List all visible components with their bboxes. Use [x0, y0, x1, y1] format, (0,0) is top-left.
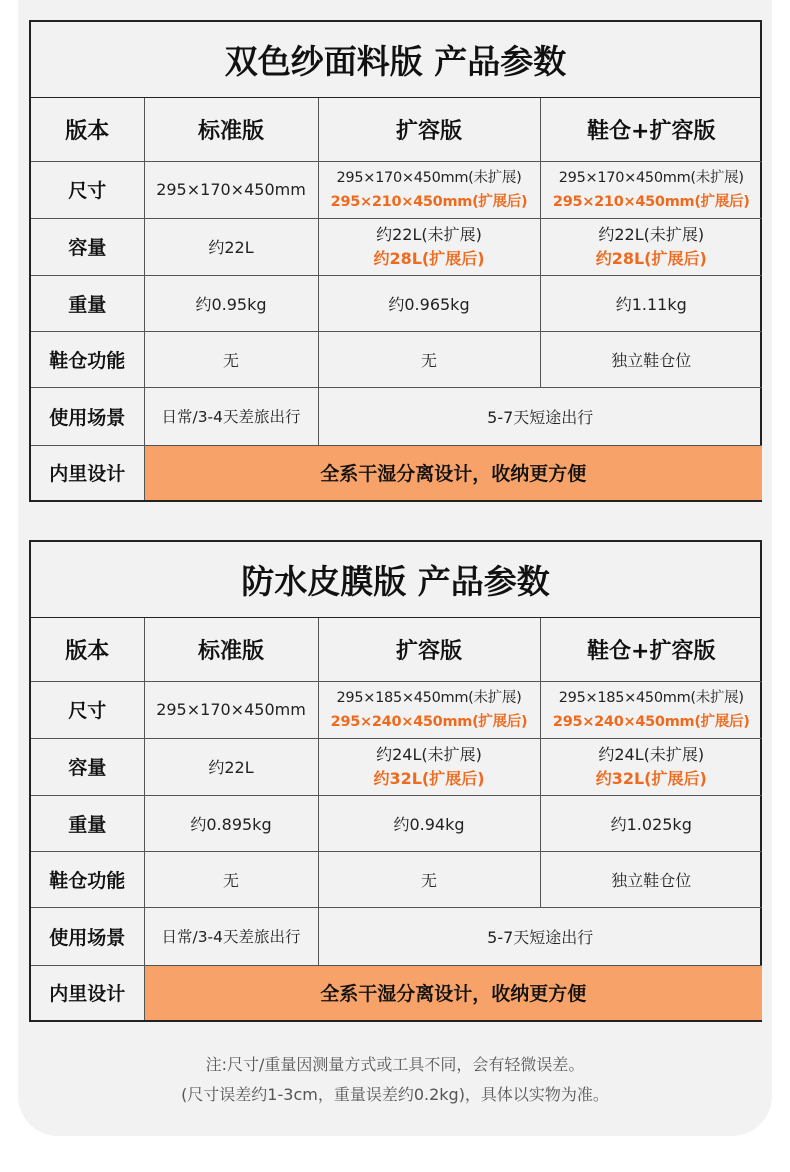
note-line-1: 注:尺寸/重量因测量方式或工具不同，会有轻微误差。	[205, 1055, 585, 1074]
inner-value: 全系干湿分离设计，收纳更方便	[144, 965, 762, 1020]
shoe-function-shoe: 独立鞋仓位	[540, 331, 762, 387]
weight-standard: 约0.895kg	[144, 795, 318, 851]
shoe-function-label: 鞋仓功能	[31, 851, 144, 907]
capacity-expand-before: 约24L(未扩展)	[376, 744, 482, 764]
size-expand	[318, 161, 540, 218]
size-shoe-after: 295×240×450mm(扩展后)	[552, 713, 750, 730]
scene-label: 使用场景	[31, 387, 144, 445]
shoe-function-expand: 无	[318, 331, 540, 387]
note-line-2: (尺寸误差约1-3cm，重量误差约0.2kg)，具体以实物为准。	[181, 1085, 609, 1104]
shoe-function-expand: 无	[318, 851, 540, 907]
capacity-label: 容量	[31, 738, 144, 795]
capacity-shoe-after: 约28L(扩展后)	[595, 248, 707, 268]
weight-label: 重量	[31, 275, 144, 331]
weight-shoe: 约1.11kg	[540, 275, 762, 331]
size-standard: 295×170×450mm	[144, 681, 318, 738]
size-shoe-after: 295×210×450mm(扩展后)	[552, 193, 750, 210]
weight-row	[31, 795, 762, 851]
size-expand	[318, 681, 540, 738]
capacity-shoe	[540, 218, 762, 275]
scene-row	[31, 907, 762, 965]
shoe-function-row	[31, 851, 762, 907]
scene-standard: 日常/3-4天差旅出行	[144, 907, 318, 965]
capacity-row	[31, 738, 762, 795]
inner-label: 内里设计	[31, 965, 144, 1020]
capacity-expand-before: 约22L(未扩展)	[376, 224, 482, 244]
spec-grid	[31, 98, 762, 500]
scene-row	[31, 387, 762, 445]
scene-standard: 日常/3-4天差旅出行	[144, 387, 318, 445]
size-label: 尺寸	[31, 681, 144, 738]
spec-table-waterproof	[29, 540, 762, 1022]
header-standard: 标准版	[144, 618, 318, 681]
header-row	[31, 98, 762, 161]
weight-standard: 约0.95kg	[144, 275, 318, 331]
capacity-label: 容量	[31, 218, 144, 275]
inner-label: 内里设计	[31, 445, 144, 500]
size-expand-after: 295×210×450mm(扩展后)	[330, 193, 528, 210]
header-expand: 扩容版	[318, 618, 540, 681]
size-shoe-before: 295×170×450mm(未扩展)	[558, 169, 744, 186]
scene-label: 使用场景	[31, 907, 144, 965]
capacity-expand-after: 约32L(扩展后)	[373, 768, 485, 788]
weight-expand: 约0.94kg	[318, 795, 540, 851]
capacity-shoe-before: 约22L(未扩展)	[598, 224, 705, 244]
capacity-shoe-after: 约32L(扩展后)	[595, 768, 707, 788]
header-standard: 标准版	[144, 98, 318, 161]
header-expand: 扩容版	[318, 98, 540, 161]
weight-label: 重量	[31, 795, 144, 851]
size-row	[31, 161, 762, 218]
spec-table-title: 防水皮膜版 产品参数	[31, 542, 760, 618]
shoe-function-label: 鞋仓功能	[31, 331, 144, 387]
header-version: 版本	[31, 98, 144, 161]
size-expand-after: 295×240×450mm(扩展后)	[330, 713, 528, 730]
header-version: 版本	[31, 618, 144, 681]
size-standard: 295×170×450mm	[144, 161, 318, 218]
scene-other: 5-7天短途出行	[318, 907, 762, 965]
capacity-standard: 约22L	[144, 738, 318, 795]
weight-row	[31, 275, 762, 331]
weight-expand: 约0.965kg	[318, 275, 540, 331]
spec-table-title: 双色纱面料版 产品参数	[31, 22, 760, 98]
capacity-expand	[318, 218, 540, 275]
shoe-function-standard: 无	[144, 331, 318, 387]
capacity-shoe	[540, 738, 762, 795]
size-shoe	[540, 161, 762, 218]
size-row	[31, 681, 762, 738]
weight-shoe: 约1.025kg	[540, 795, 762, 851]
size-shoe-before: 295×185×450mm(未扩展)	[558, 689, 744, 706]
inner-row	[31, 445, 762, 500]
shoe-function-row	[31, 331, 762, 387]
capacity-standard: 约22L	[144, 218, 318, 275]
scene-other: 5-7天短途出行	[318, 387, 762, 445]
capacity-expand	[318, 738, 540, 795]
size-expand-before: 295×170×450mm(未扩展)	[336, 169, 522, 186]
size-shoe	[540, 681, 762, 738]
inner-row	[31, 965, 762, 1020]
shoe-function-shoe: 独立鞋仓位	[540, 851, 762, 907]
capacity-shoe-before: 约24L(未扩展)	[598, 744, 705, 764]
size-label: 尺寸	[31, 161, 144, 218]
shoe-function-standard: 无	[144, 851, 318, 907]
header-shoe-expand: 鞋仓+扩容版	[540, 618, 762, 681]
capacity-expand-after: 约28L(扩展后)	[373, 248, 485, 268]
inner-value: 全系干湿分离设计，收纳更方便	[144, 445, 762, 500]
header-row	[31, 618, 762, 681]
header-shoe-expand: 鞋仓+扩容版	[540, 98, 762, 161]
capacity-row	[31, 218, 762, 275]
spec-grid	[31, 618, 762, 1020]
size-expand-before: 295×185×450mm(未扩展)	[336, 689, 522, 706]
spec-table-fabric	[29, 20, 762, 502]
